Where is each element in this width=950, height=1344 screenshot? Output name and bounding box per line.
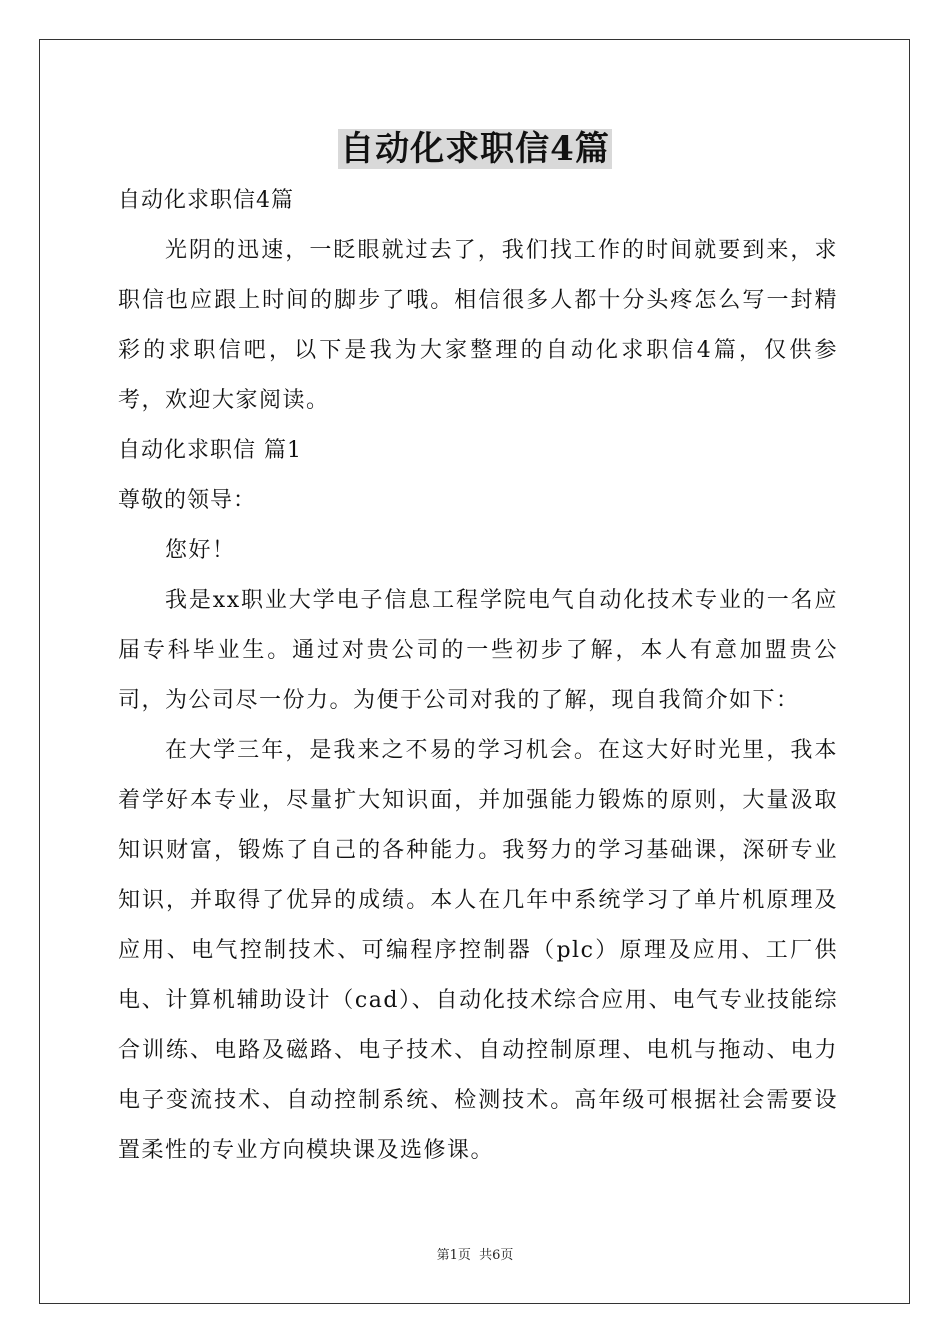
salutation: 尊敬的领导：: [118, 488, 257, 513]
paragraph-subtitle: 自动化求职信4篇: [118, 188, 294, 213]
paragraph-intro: 光阴的迅速，一眨眼就过去了，我们找工作的时间就要到来，求职信也应跟上时间的脚步了哦。相信很多人都十分头疼怎么写一封精彩的求职信吧，以下是我为大家整理的自动化求职信4篇，仅供参考，欢迎大家阅读。: [118, 238, 838, 413]
paragraph-education: 在大学三年，是我来之不易的学习机会。在这大好时光里，我本着学好本专业，尽量扩大知识面，并加强能力锻炼的原则，大量汲取知识财富，锻炼了自己的各种能力。我努力的学习基础课，深研专业知识，并取得了优异的成绩。本人在几年中系统学习了单片机原理及应用、电气控制技术、可编程序控制器（plc）原理及应用、工厂供电、计算机辅助设计（cad）、自动化技术综合应用、电气专业技能综合训练、电路及磁路、电子技术、自动控制原理、电机与拖动、电力电子变流技术、自动控制系统、检测技术。高年级可根据社会需要设置柔性的专业方向模块课及选修课。: [118, 738, 838, 1163]
document-title-text: 自动化求职信4篇: [340, 129, 610, 169]
page-footer: [0, 1247, 950, 1265]
section-heading: 自动化求职信 篇1: [118, 438, 302, 463]
paragraph-self-intro: 我是xx职业大学电子信息工程学院电气自动化技术专业的一名应届专科毕业生。通过对贵公司的一些初步了解，本人有意加盟贵公司，为公司尽一份力。为便于公司对我的了解，现自我简介如下：: [118, 588, 838, 713]
page-number: 第1页 共6页: [436, 1248, 514, 1263]
document-title: [0, 126, 950, 172]
document-body: [118, 176, 838, 1176]
greeting: 您好！: [165, 538, 236, 563]
